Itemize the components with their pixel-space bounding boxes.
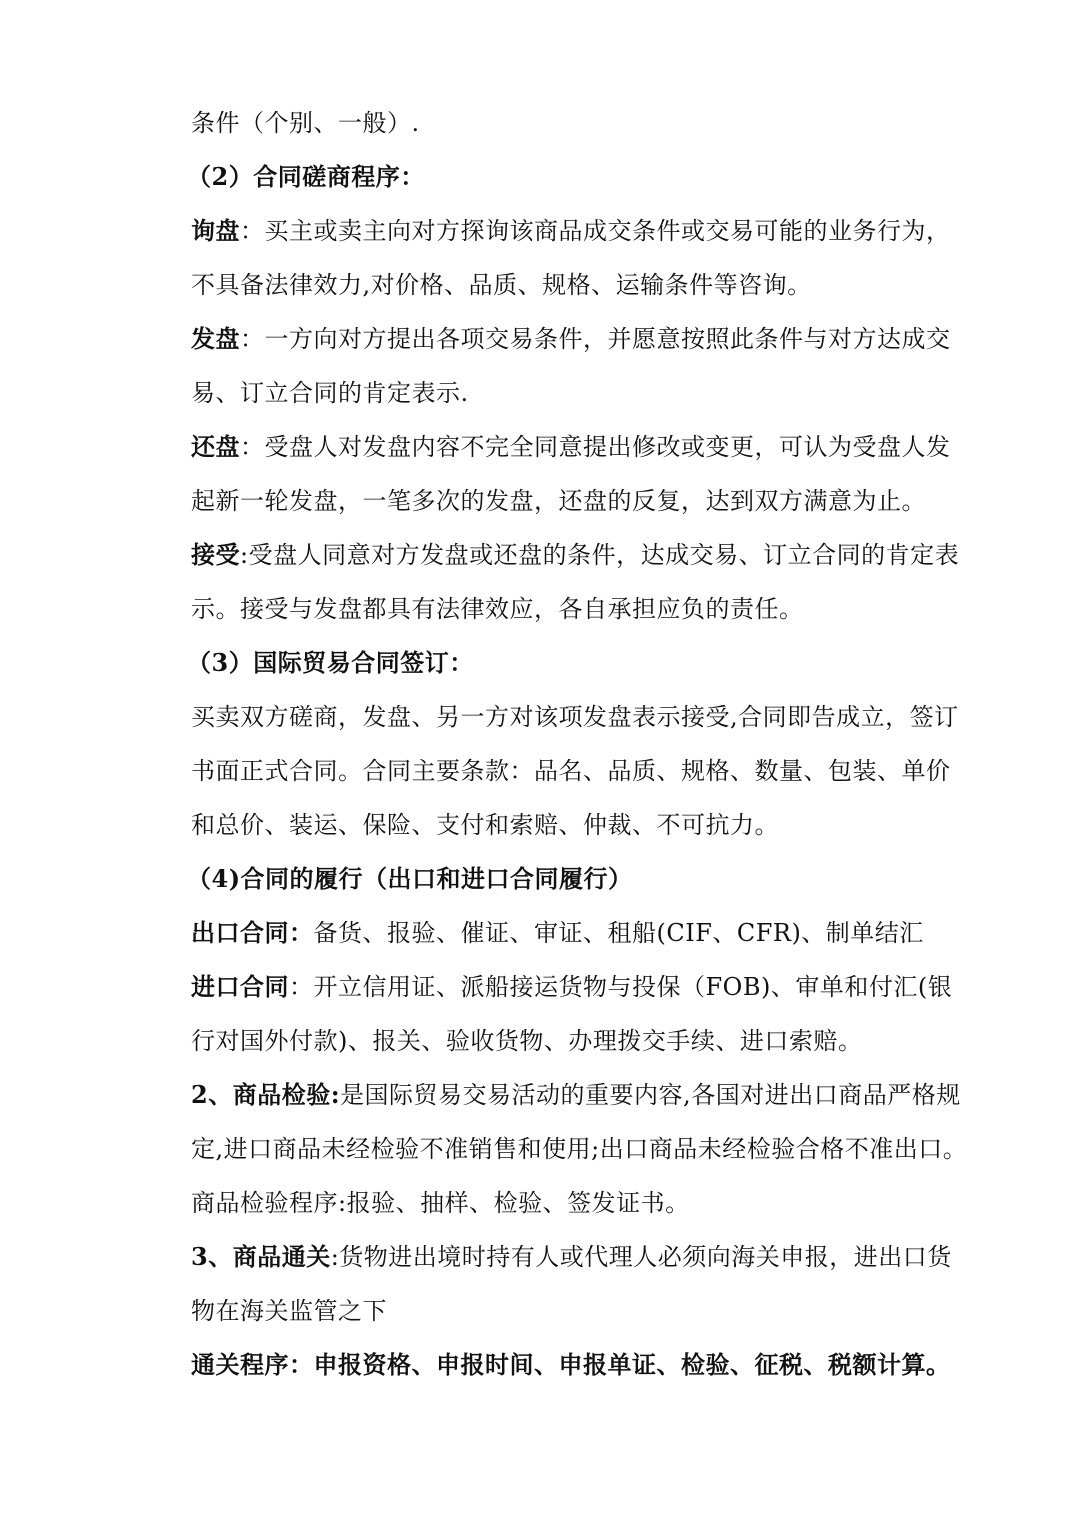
definition-offer: 发盘：一方向对方提出各项交易条件，并愿意按照此条件与对方达成交 (191, 324, 951, 353)
definition-export-contract: 出口合同：备货、报验、催证、审证、租船(CIF、CFR)、制单结汇 (191, 918, 924, 947)
term-customs-clearance: 3、商品通关 (191, 1242, 331, 1271)
text-line-20: 定,进口商品未经检验不准销售和使用;出口商品未经检验合格不准出口。 (191, 1135, 968, 1163)
text-line-14: 和总价、装运、保险、支付和索赔、仲裁、不可抗力。 (191, 811, 779, 839)
text-line-10: 示。接受与发盘都具有法律效应，各自承担应负的责任。 (191, 595, 804, 623)
definition-commodity-inspection: 2、商品检验:是国际贸易交易活动的重要内容,各国对进出口商品严格规 (191, 1080, 961, 1109)
section-heading-contract-negotiation: （2）合同磋商程序： (187, 162, 425, 191)
term-inquiry: 询盘 (191, 216, 240, 245)
term-counter-offer: 还盘 (191, 432, 240, 461)
text-line-23: 物在海关监管之下 (191, 1297, 387, 1325)
term-export-contract: 出口合同： (191, 918, 314, 947)
text-line-8: 起新一轮发盘，一笔多次的发盘，还盘的反复，达到双方满意为止。 (191, 487, 926, 515)
section-heading-contract-performance: （4)合同的履行（出口和进口合同履行） (187, 864, 633, 893)
term-acceptance: 接受 (191, 540, 240, 569)
section-heading-contract-signing: （3）国际贸易合同签订： (187, 648, 474, 677)
term-offer: 发盘 (191, 324, 240, 353)
definition-counter-offer: 还盘：受盘人对发盘内容不完全同意提出修改或变更，可认为受盘人发 (191, 432, 951, 461)
definition-import-contract: 进口合同：开立信用证、派船接运货物与投保（FOB)、审单和付汇(银 (191, 972, 953, 1001)
text-line-21: 商品检验程序:报验、抽样、检验、签发证书。 (191, 1189, 690, 1217)
text-line-6: 易、订立合同的肯定表示. (191, 379, 469, 407)
text-line-4: 不具备法律效力,对价格、品质、规格、运输条件等咨询。 (191, 271, 812, 299)
definition-inquiry: 询盘：买主或卖主向对方探询该商品成交条件或交易可能的业务行为， (191, 216, 951, 245)
term-import-contract: 进口合同 (191, 972, 289, 1001)
text-line-13: 书面正式合同。合同主要条款：品名、品质、规格、数量、包装、单价 (191, 757, 951, 785)
text-line-18: 行对国外付款)、报关、验收货物、办理拨交手续、进口索赔。 (191, 1027, 863, 1055)
text-line-1: 条件（个别、一般）. (191, 109, 420, 137)
document-page (187, 96, 981, 1392)
customs-procedure-line: 通关程序：申报资格、申报时间、申报单证、检验、征税、税额计算。 (191, 1350, 951, 1379)
definition-customs-clearance: 3、商品通关:货物进出境时持有人或代理人必须向海关申报，进出口货 (191, 1242, 952, 1271)
definition-acceptance: 接受:受盘人同意对方发盘或还盘的条件，达成交易、订立合同的肯定表 (191, 540, 960, 569)
term-commodity-inspection: 2、商品检验: (191, 1080, 341, 1109)
text-line-12: 买卖双方磋商，发盘、另一方对该项发盘表示接受,合同即告成立，签订 (191, 703, 959, 731)
